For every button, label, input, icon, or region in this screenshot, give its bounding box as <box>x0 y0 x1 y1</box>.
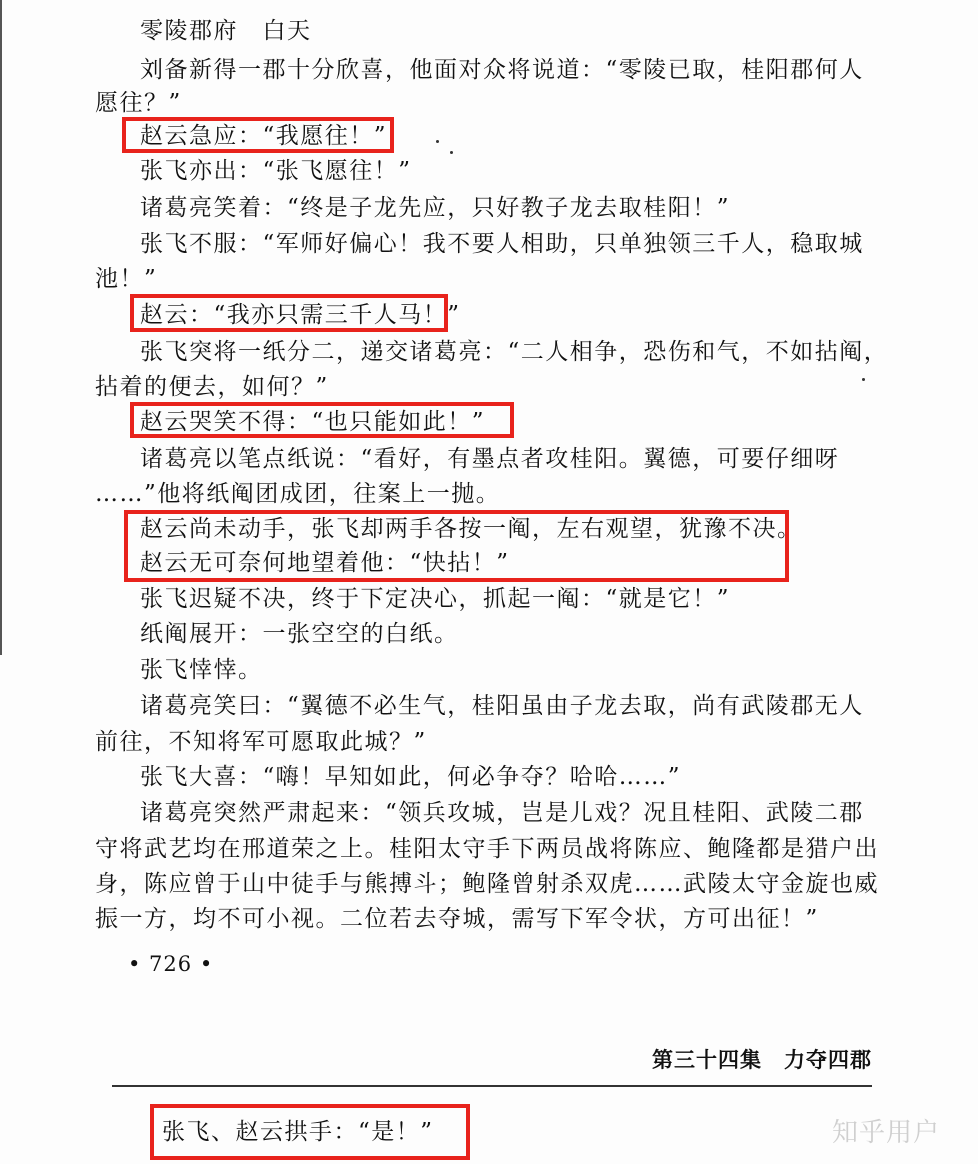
text-line: 诸葛亮以笔点纸说：“看好，有墨点者攻桂阳。翼德，可要仔细呀 <box>140 446 840 472</box>
red-highlight-box <box>130 402 514 438</box>
scan-speck <box>862 378 865 381</box>
text-line: 前往，不知将军可愿取此城？” <box>95 729 427 755</box>
text-line: 赵云尚未动手，张飞却两手各按一阄，左右观望，犹豫不决。 <box>140 516 802 542</box>
text-line: 张飞突将一纸分二，递交诸葛亮：“二人相争，恐伤和气，不如拈阄， <box>140 339 889 365</box>
next-page-line: 张飞、赵云拱手：“是！” <box>162 1119 434 1145</box>
text-line: 身，陈应曾于山中徒手与熊搏斗；鲍隆曾射杀双虎……武陵太守金旋也威 <box>95 871 879 897</box>
text-line: ……”他将纸阄团成团，往案上一抛。 <box>95 481 501 507</box>
red-highlight-box <box>124 510 789 582</box>
text-line: 拈着的便去，如何？” <box>95 374 329 400</box>
text-line: 张飞迟疑不决，终于下定决心，抓起一阄：“就是它！” <box>140 586 731 612</box>
text-line: 赵云无可奈何地望着他：“快拈！” <box>140 550 510 576</box>
text-line: 刘备新得一郡十分欣喜，他面对众将说道：“零陵已取，桂阳郡何人 <box>140 57 864 83</box>
text-line: 张飞亦出：“张飞愿往！” <box>140 158 412 184</box>
chapter-header: 第三十四集 力夺四郡 <box>652 1047 872 1072</box>
text-line: 纸阄展开：一张空空的白纸。 <box>140 621 459 647</box>
text-line: 守将武艺均在邢道荣之上。桂阳太守手下两员战将陈应、鲍隆都是猎户出 <box>95 836 879 862</box>
red-highlight-box <box>122 117 394 153</box>
text-line: 愿往？” <box>95 90 182 116</box>
text-line: 诸葛亮突然严肃起来：“领兵攻城，岂是儿戏？况且桂阳、武陵二郡 <box>140 800 864 826</box>
text-line: 池！” <box>95 266 158 292</box>
text-line: 诸葛亮笑曰：“翼德不必生气，桂阳虽由子龙去取，尚有武陵郡无人 <box>140 693 864 719</box>
text-line: 赵云急应：“我愿往！” <box>140 123 388 149</box>
text-line: 张飞不服：“军师好偏心！我不要人相助，只单独领三千人，稳取城 <box>140 231 864 257</box>
scene-heading: 零陵郡府 白天 <box>140 18 312 44</box>
text-line: 赵云：“我亦只需三千人马！” <box>140 302 461 328</box>
header-rule <box>112 1085 872 1087</box>
text-line: 诸葛亮笑着：“终是子龙先应，只好教子龙去取桂阳！” <box>140 195 731 221</box>
page-edge-line <box>0 0 2 655</box>
text-line: 赵云哭笑不得：“也只能如此！” <box>140 409 486 435</box>
scan-speck <box>436 140 439 143</box>
red-highlight-box <box>130 294 448 332</box>
scan-speck <box>450 151 453 154</box>
text-line: 张飞大喜：“嗨！早知如此，何必争夺？哈哈……” <box>140 764 682 790</box>
text-line: 张飞悻悻。 <box>140 657 263 683</box>
page-number: • 726 • <box>128 952 214 976</box>
text-line: 振一方，均不可小视。二位若去夺城，需写下军令状，方可出征！” <box>95 906 819 932</box>
watermark: 知乎用户 <box>832 1118 941 1148</box>
